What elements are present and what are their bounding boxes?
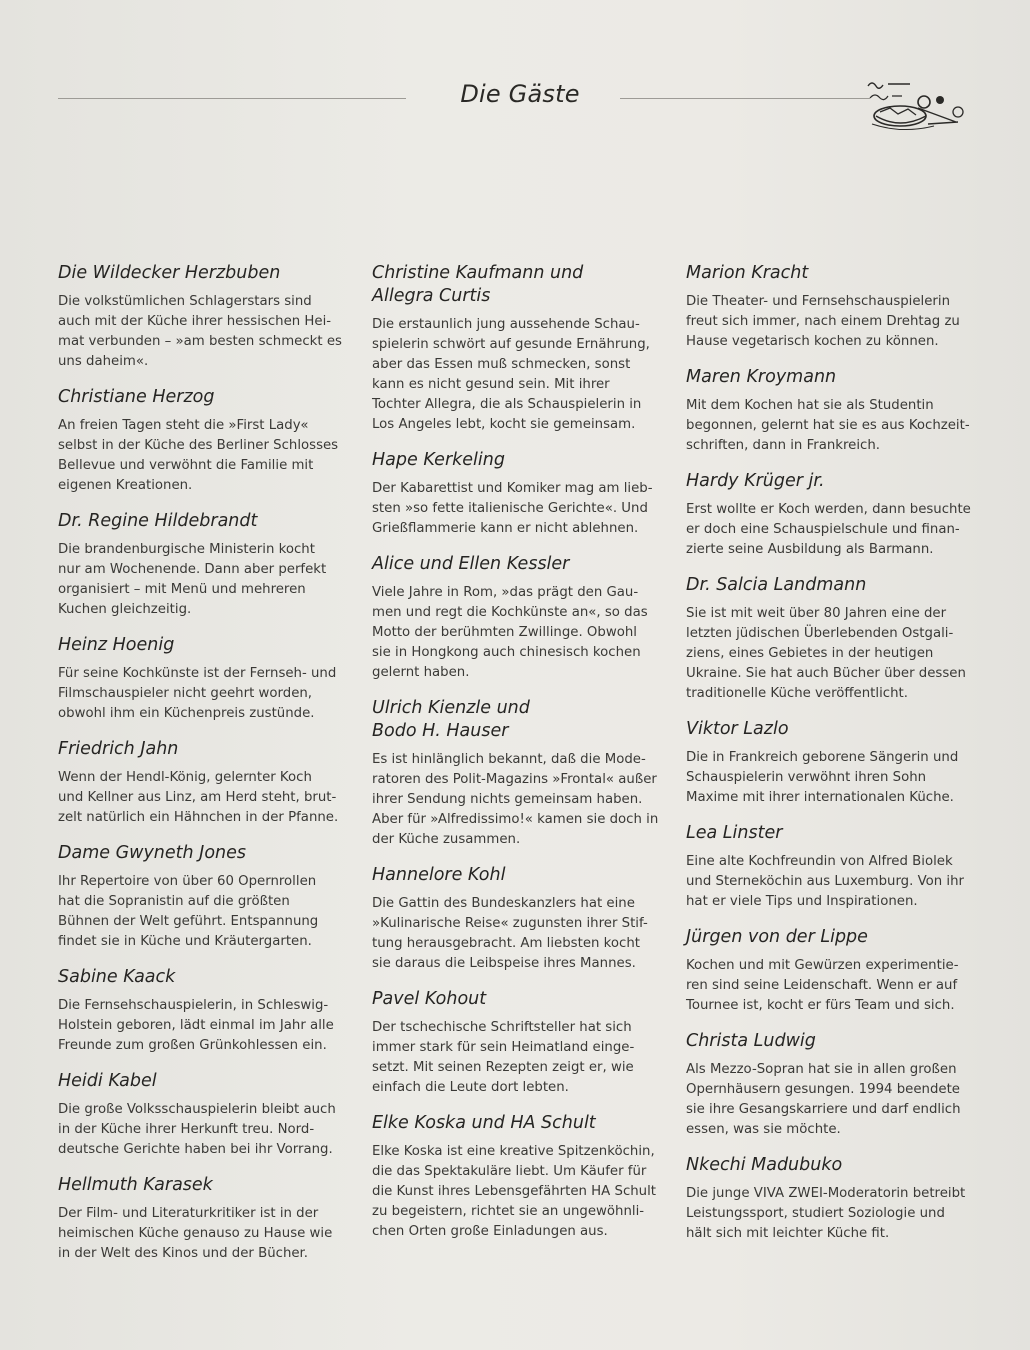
header-rule-left — [58, 98, 406, 99]
guest-name: Ulrich Kienzle und Bodo H. Hauser — [372, 698, 530, 741]
guest-entry — [372, 553, 662, 683]
guest-entry — [686, 822, 976, 912]
guest-description: Erst wollte er Koch werden, dann besuchte er doch eine Schauspielschule und finan- zierte seine Ausbildung als Barmann. — [686, 502, 971, 557]
guest-entry — [58, 386, 348, 496]
guest-name: Heidi Kabel — [58, 1071, 157, 1091]
guest-description: Die Fernsehschauspielerin, in Schleswig- Holstein geboren, lädt einmal im Jahr alle Freunde zum großen Grünkohlessen ein. — [58, 998, 334, 1053]
guest-entry — [372, 864, 662, 974]
guest-column-1 — [58, 262, 348, 1278]
guest-entry — [372, 449, 662, 539]
guest-entry — [372, 988, 662, 1098]
guest-description: An freien Tagen steht die »First Lady« selbst in der Küche des Berliner Schlosses Bellevue und verwöhnt die Familie mit eigenen Kreationen. — [58, 418, 339, 493]
guest-entry — [686, 1030, 976, 1140]
guest-name: Viktor Lazlo — [686, 719, 789, 739]
guest-description: Eine alte Kochfreundin von Alfred Biolek und Sterneköchin aus Luxemburg. Von ihr hat er viele Tips und Inspirationen. — [686, 854, 965, 909]
guest-name: Nkechi Madubuko — [686, 1155, 843, 1175]
guest-entry — [58, 510, 348, 620]
guest-description: Elke Koska ist eine kreative Spitzenköchin, die das Spektakuläre liebt. Um Käufer für die Kunst ihres Lebensgefährten HA Schult zu begeistern, richtet sie an ungewöhnli- chen Orten große Einladungen aus. — [372, 1144, 657, 1239]
guest-description: Kochen und mit Gewürzen experimentie- ren sind seine Leidenschaft. Wenn er auf Tournee ist, kocht er fürs Team und sich. — [686, 958, 959, 1013]
guest-description: Als Mezzo-Sopran hat sie in allen großen Opernhäusern gesungen. 1994 beendete sie ihre Gesangskarriere und darf endlich essen, was sie möchte. — [686, 1062, 961, 1137]
guest-column-2 — [372, 262, 662, 1256]
guest-name: Hannelore Kohl — [372, 865, 506, 885]
page-title: Die Gäste — [460, 80, 580, 108]
guest-name: Sabine Kaack — [58, 967, 176, 987]
guest-name: Dr. Salcia Landmann — [686, 575, 867, 595]
guest-name: Hellmuth Karasek — [58, 1175, 213, 1195]
guest-entry — [372, 697, 662, 850]
guest-name: Jürgen von der Lippe — [686, 927, 868, 947]
guest-name: Christa Ludwig — [686, 1031, 816, 1051]
guest-entry — [58, 1174, 348, 1264]
guest-entry — [686, 574, 976, 704]
guest-description: Der tschechische Schriftsteller hat sich immer stark für sein Heimatland einge- setzt. Mit seinen Rezepten zeigt er, wie einfach die Leute dort lebten. — [372, 1020, 635, 1095]
guest-name: Maren Kroymann — [686, 367, 837, 387]
guest-description: Die erstaunlich jung aussehende Schau- spielerin schwört auf gesunde Ernährung, aber das Essen muß schmecken, sonst kann es nicht gesund sein. Mit ihrer Tochter Allegra, die als Schauspielerin in Los Angeles lebt, kocht sie gemeinsam. — [372, 317, 650, 432]
guest-description: Die in Frankreich geborene Sängerin und Schauspielerin verwöhnt ihren Sohn Maxime mit ihrer internationalen Küche. — [686, 750, 959, 805]
guest-name: Hape Kerkeling — [372, 450, 505, 470]
guest-name: Marion Kracht — [686, 263, 809, 283]
guest-description: Die große Volksschauspielerin bleibt auch in der Küche ihrer Herkunft treu. Nord- deutsche Gerichte haben bei ihr Vorrang. — [58, 1102, 336, 1157]
guest-description: Mit dem Kochen hat sie als Studentin begonnen, gelernt hat sie es aus Kochzeit- schriften, dann in Frankreich. — [686, 398, 970, 453]
guest-name: Hardy Krüger jr. — [686, 471, 825, 491]
guest-description: Die junge VIVA ZWEI-Moderatorin betreibt Leistungssport, studiert Soziologie und hält sich mit leichter Küche fit. — [686, 1186, 966, 1241]
guest-description: Die Gattin des Bundeskanzlers hat eine »Kulinarische Reise« zugunsten ihrer Stif- tung herausgebracht. Am liebsten kocht sie daraus die Leibspeise ihres Mannes. — [372, 896, 648, 971]
guest-name: Die Wildecker Herzbuben — [58, 263, 281, 283]
guest-description: Die brandenburgische Ministerin kocht nur am Wochenende. Dann aber perfekt organisiert – mit Menü und mehreren Kuchen gleichzeitig. — [58, 542, 327, 617]
guest-description: Es ist hinlänglich bekannt, daß die Mode- ratoren des Polit-Magazins »Frontal« außer ihrer Sendung nichts gemeinsam haben. Aber für »Alfredissimo!« kamen sie doch in der Küche zusammen. — [372, 752, 659, 847]
guest-name: Elke Koska und HA Schult — [372, 1113, 596, 1133]
guest-entry — [686, 470, 976, 560]
guest-name: Pavel Kohout — [372, 989, 487, 1009]
guest-entry — [686, 718, 976, 808]
guest-name: Dr. Regine Hildebrandt — [58, 511, 258, 531]
guest-description: Ihr Repertoire von über 60 Opernrollen hat die Sopranistin auf die größten Bühnen der Welt geführt. Entspannung findet sie in Küche und Kräutergarten. — [58, 874, 319, 949]
guest-entry — [58, 262, 348, 372]
guest-name: Christine Kaufmann und Allegra Curtis — [372, 263, 584, 306]
guest-description: Der Kabarettist und Komiker mag am lieb- sten »so fette italienische Gerichte«. Und Grießflammerie kann er nicht ablehnen. — [372, 481, 653, 536]
guest-entry — [58, 634, 348, 724]
guest-name: Christiane Herzog — [58, 387, 215, 407]
guest-description: Die Theater- und Fernsehschauspielerin freut sich immer, nach einem Drehtag zu Hause vegetarisch kochen zu können. — [686, 294, 960, 349]
guest-description: Sie ist mit weit über 80 Jahren eine der letzten jüdischen Überlebenden Ostgali- ziens, eines Gebietes in der heutigen Ukraine. Sie hat auch Bücher über dessen traditionelle Küche veröffentlicht. — [686, 606, 966, 701]
guest-name: Lea Linster — [686, 823, 783, 843]
guest-entry — [686, 366, 976, 456]
guest-entry — [372, 1112, 662, 1242]
guest-name: Heinz Hoenig — [58, 635, 175, 655]
guest-description: Wenn der Hendl-König, gelernter Koch und Kellner aus Linz, am Herd steht, brut- zelt natürlich ein Hähnchen in der Pfanne. — [58, 770, 339, 825]
guest-name: Dame Gwyneth Jones — [58, 843, 247, 863]
guest-column-3 — [686, 262, 976, 1258]
guest-entry — [686, 262, 976, 352]
guest-name: Alice und Ellen Kessler — [372, 554, 570, 574]
guest-entry — [58, 842, 348, 952]
guest-name: Friedrich Jahn — [58, 739, 179, 759]
guest-entry — [58, 738, 348, 828]
guest-description: Der Film- und Literaturkritiker ist in der heimischen Küche genauso zu Hause wie in der Welt des Kinos und der Bücher. — [58, 1206, 333, 1261]
guest-entry — [686, 926, 976, 1016]
cooking-illustration-icon — [858, 72, 968, 136]
header-rule-right — [620, 98, 870, 99]
guest-description: Die volkstümlichen Schlagerstars sind auch mit der Küche ihrer hessischen Hei- mat verbunden – »am besten schmeckt es uns daheim«. — [58, 294, 342, 369]
guest-description: Für seine Kochkünste ist der Fernseh- und Filmschauspieler nicht geehrt worden, obwohl ihm ein Küchenpreis zustünde. — [58, 666, 337, 721]
guest-entry — [58, 966, 348, 1056]
guest-description: Viele Jahre in Rom, »das prägt den Gau- men und regt die Kochkünste an«, so das Motto der berühmten Zwillinge. Obwohl sie in Hongkong auch chinesisch kochen gelernt haben. — [372, 585, 648, 680]
guest-entry — [58, 1070, 348, 1160]
guest-entry — [686, 1154, 976, 1244]
guest-entry — [372, 262, 662, 435]
